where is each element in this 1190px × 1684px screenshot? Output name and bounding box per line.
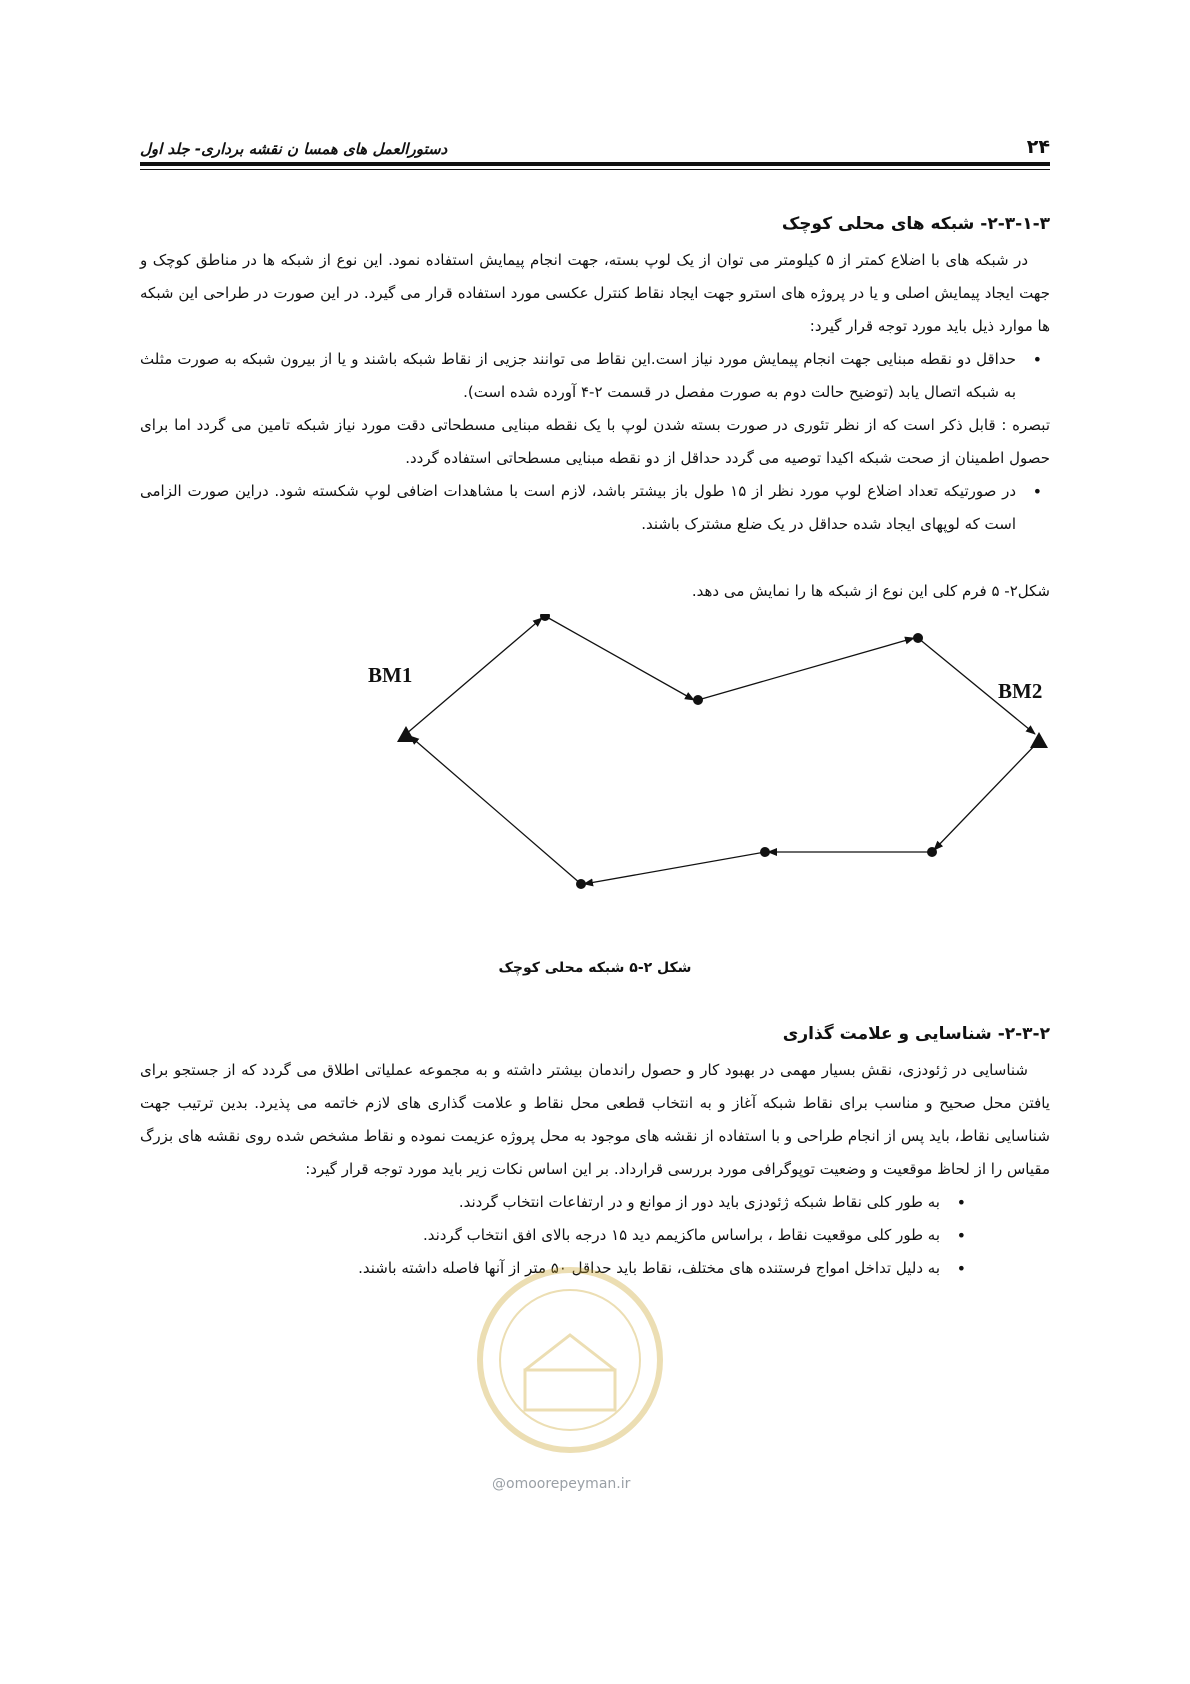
paragraph: شناسایی در ژئودزی، نقش بسیار مهمی در بهبود کار و حصول راندمان بیشتر داشته و به مجموعه عملیاتی اطلاق می گردد که از جستجو برای یافتن محل صحیح و مناسب برای نقاط شبکه آغاز و به انتخاب قطعی محل نقاط و علامت گذاری های لازم خاتمه می پذیرد. بدین ترتیب جهت شناسایی نقاط، باید پس از انجام طراحی و با استفاده از نقشه های موجود به محل پروژه عزیمت نموده و نقاط مشخص شده روی نقشه های بزرگ مقیاس را از لحاظ موقعیت و وضعیت توپوگرافی مورد بررسی قرارداد. بر این اساس نکات زیر باید مورد توجه قرار گیرد: (140, 1061, 1050, 1178)
header-rule-thick (140, 162, 1050, 166)
station-point (927, 847, 937, 857)
edge-p2-p3 (698, 638, 914, 700)
network-figure (140, 614, 1050, 974)
page-content (140, 200, 1050, 1285)
bm1-label: BM1 (368, 663, 413, 687)
page-number: ۲۴ (1026, 136, 1050, 158)
figure-caption: شکل ۲-۵ شبکه محلی کوچک (498, 960, 692, 976)
list-item: • در صورتیکه تعداد اضلاع لوپ مورد نظر از ۱۵ طول باز بیشتر باشد، لازم است با مشاهدات اضافی لوپ شکسته شود. دراین صورت الزامی است که لوپهای ایجاد شده حداقل در یک ضلع مشترک باشند. (140, 475, 1016, 541)
station-point (576, 879, 586, 889)
figure-intro: شکل۲- ۵ فرم کلی این نوع از شبکه ها را نمایش می دهد. (691, 582, 1050, 600)
page-header (140, 118, 1050, 158)
header-rule-thin (140, 169, 1050, 170)
edge-bm1-p1 (406, 618, 542, 734)
station-point (540, 614, 550, 621)
running-title: دستورالعمل های همسا ن نقشه برداری- جلد اول (140, 140, 448, 158)
bullet-list (140, 343, 1050, 409)
list-item: • به دلیل تداخل امواج فرستنده های مختلف، نقاط باید حداقل ۵۰ متر از آنها فاصله داشته باشند. (140, 1252, 940, 1285)
edge-p6-bm1 (410, 736, 581, 884)
section-heading-1: ۲-۳-۱-۳- شبکه های محلی کوچک (781, 214, 1050, 234)
edge-bm2-p4 (934, 742, 1038, 850)
list-item: • حداقل دو نقطه مبنایی جهت انجام پیمایش مورد نیاز است.این نقاط می توانند جزیی از نقاط شبکه باشند و یا از بیرون شبکه به صورت مثلث به شبکه اتصال یابد (توضیح حالت دوم به صورت مفصل در قسمت ۲-۴ آورده شده است). (140, 343, 1016, 409)
edge-p1-p2 (545, 616, 694, 700)
section-heading-2: ۲-۳-۲- شناسایی و علامت گذاری (782, 1024, 1050, 1044)
list-item: • به طور کلی نقاط شبکه ژئودزی باید دور از موانع و در ارتفاعات انتخاب گردند. (140, 1186, 940, 1219)
bm2-triangle-icon (1030, 732, 1048, 748)
station-point (693, 695, 703, 705)
bullet-list (140, 475, 1050, 541)
network-diagram (140, 614, 1050, 954)
bm2-label: BM2 (998, 679, 1043, 703)
station-point (760, 847, 770, 857)
edge-p5-p6 (584, 852, 765, 884)
note-paragraph: تبصره : قابل ذکر است که از نظر تئوری در صورت بسته شدن لوپ با یک نقطه مبنایی مسطحاتی دقت مورد نیاز شبکه تامین می گردد اما برای حصول اطمینان از صحت شبکه اکیدا توصیه می گردد حداقل از دو نقطه مبنایی مسطحاتی استفاده گردد. (140, 416, 1050, 467)
watermark-text: @omoorepeyman.ir (492, 1476, 631, 1492)
paragraph: در شبکه های با اضلاع کمتر از ۵ کیلومتر می توان از یک لوپ بسته، جهت انجام پیمایش استفاده نمود. این نوع از شبکه ها در مناطق کوچک و جهت ایجاد پیمایش اصلی و یا در پروژه های استرو جهت ایجاد نقاط کنترل عکسی مورد استفاده قرار می گیرد. در این صورت در طراحی این شبکه ها موارد ذیل باید مورد توجه قرار گیرد: (140, 251, 1050, 335)
watermark-logo-icon (470, 1250, 670, 1490)
list-item: • به طور کلی موقعیت نقاط ، براساس ماکزیمم دید ۱۵ درجه بالای افق انتخاب گردند. (140, 1219, 940, 1252)
station-point (913, 633, 923, 643)
